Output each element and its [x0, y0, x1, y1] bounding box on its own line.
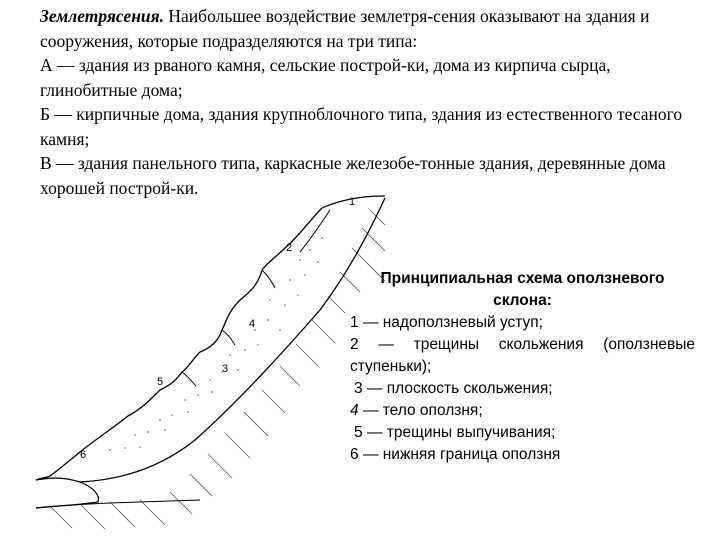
type-a: А — здания из рваного камня, сельские построй-ки, дома из кирпича сырца, глинобитные дома; — [40, 55, 611, 100]
diagram-legend — [350, 268, 695, 466]
legend-item-1: 1 — надоползневый уступ; — [350, 314, 543, 331]
lower-ground — [36, 500, 200, 508]
label-3: 3 — [222, 363, 229, 375]
label-5: 5 — [157, 376, 164, 388]
label-4: 4 — [249, 318, 256, 330]
intro-lead: Наибольшее воздействие землетря-сения оказывают на здания и сооружения, которые подразделяются на три типа: — [40, 6, 650, 51]
legend-item-5: 5 — трещины выпучивания; — [354, 424, 556, 441]
landslide-surface — [36, 208, 322, 480]
slip-plane — [80, 198, 385, 482]
legend-item-2: 2 — трещины скольжения (оползневые ступеньки); — [350, 336, 695, 375]
slope-hatching — [50, 210, 385, 529]
legend-title: Принципиальная схема оползневого склона: — [380, 270, 665, 309]
intro-term: Землетрясения. — [40, 6, 165, 26]
legend-item-3: 3 — плоскость скольжения; — [354, 380, 553, 397]
sliding-cracks — [182, 210, 330, 386]
legend-item-4: 4 — тело оползня; — [350, 402, 483, 419]
legend-item-6: 6 — нижняя граница оползня — [350, 446, 561, 463]
label-1: 1 — [349, 196, 356, 208]
type-b: Б — кирпичные дома, здания крупноблочного типа, здания из естественного тесаного камня; — [40, 104, 683, 149]
label-6: 6 — [80, 449, 87, 461]
landslide-body-stipple — [109, 237, 323, 451]
label-2: 2 — [286, 242, 293, 254]
type-c: В — здания панельного типа, каркасные железобе-тонные здания, деревянные дома хорошей построй-ки. — [40, 153, 666, 198]
